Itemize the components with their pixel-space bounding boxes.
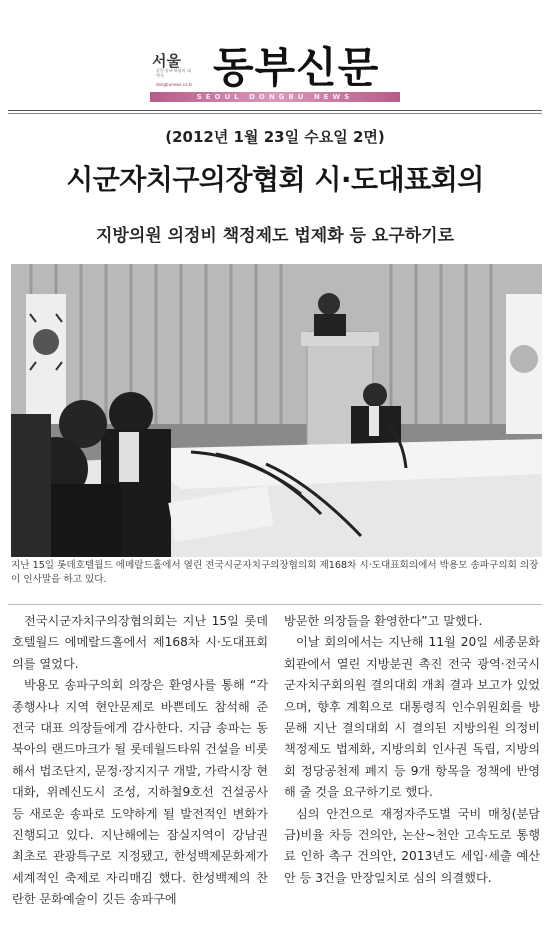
photo-caption: 지난 15일 롯데호텔월드 에메랄드홀에서 열린 전국시군자치구의장협의회 제168차 시·도대표회의에서 박용모 송파구의회 의장이 인사말을 하고 있다. xyxy=(11,560,539,585)
article-paragraph: 전국시군자치구의장협의회는 지난 15일 롯데호텔월드 에메랄드홀에서 제168차 시·도대표회의를 열었다. xyxy=(12,614,268,671)
article-column-right xyxy=(284,611,540,889)
article-column-left xyxy=(12,611,268,911)
divider xyxy=(8,110,542,111)
article-date: (2012년 1월 23일 수요일 2면) xyxy=(165,128,385,146)
masthead-small-title: 서울 xyxy=(152,52,181,70)
article-photo xyxy=(11,264,542,557)
masthead-tagline: 강동·송파·하남의 대변지 xyxy=(156,68,191,78)
masthead-url: dongbunews.co.kr xyxy=(156,82,193,87)
divider xyxy=(8,604,542,605)
article-headline: 시군자치구의장협회 시·도대표회의 xyxy=(66,163,484,196)
article-subhead: 지방의원 의정비 책정제도 법제화 등 요구하기로 xyxy=(95,226,455,246)
article-paragraph: 이날 회의에서는 지난해 11월 20일 세종문화회관에서 열린 지방분권 촉진 전국 광역·전국시군자치구회의원 결의대회 개최 결과 보고가 있었으며, 향후 계획으로 대통령직 인수위원회를 방문해 지난 결의대회 시 결의된 지방의원 의정비 책정제도 법제화, 지방의회 인사권 독립, 지방의회 정당공천제 폐지 등 9개 항목을 정책에 반영해 줄 것을 요구하기로 했다. xyxy=(284,635,540,800)
masthead-band-text: SEOUL DONGBU NEWS xyxy=(196,93,354,101)
divider xyxy=(8,113,542,114)
masthead-band xyxy=(150,92,400,102)
masthead-title: 동부신문 xyxy=(213,43,380,92)
article-paragraph: 방문한 의장들을 환영한다”고 말했다. xyxy=(284,614,483,628)
article-paragraph: 박용모 송파구의회 의장은 환영사를 통해 “각종행사나 지역 현안문제로 바쁜데도 참석해 준 전국 대표 의장들에게 감사한다. 지금 송파는 동북아의 랜드마크가 될 롯데월드타워 건설을 비롯해서 법조단지, 문정·장지지구 개발, 가락시장 현대화, 위례신도시 조성, 지하철9호선 건설공사 등 새로운 송파로 도약하게 될 발전적인 변화가 진행되고 있다. 지난해에는 잠실지역이 강남권 최초로 관광특구로 지정됐고, 한성백제문화제가 세계적인 축제로 자리매김 했다. 한성백제의 찬란한 문화예술이 깃든 송파구에 xyxy=(12,678,268,907)
article-paragraph: 심의 안건으로 재정자주도별 국비 매칭(분담금)비율 차등 건의안, 논산~천안 고속도로 통행료 인하 촉구 건의안, 2013년도 세입·세출 예산안 등 3건을 만장일치로 심의 의결했다. xyxy=(284,806,540,885)
masthead-logo xyxy=(150,43,400,104)
